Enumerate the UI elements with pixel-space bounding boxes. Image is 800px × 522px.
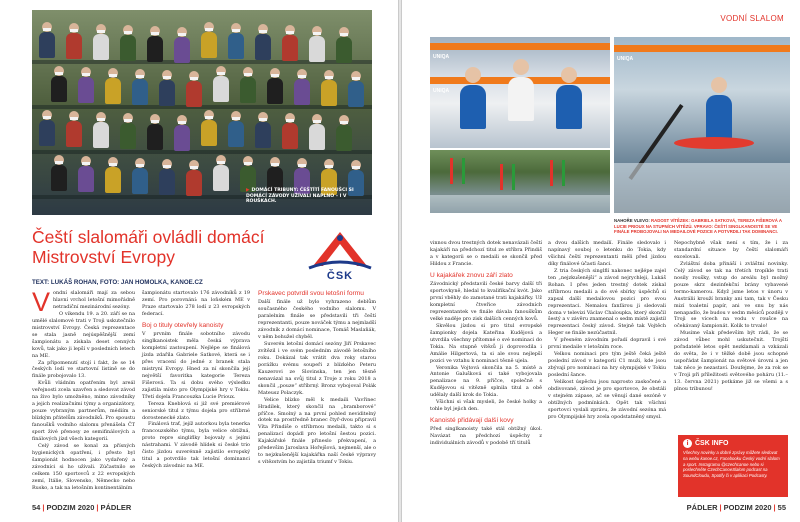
- subheading: Boj o tituly otevřely kanoisty: [142, 321, 224, 329]
- paragraph: O víkendu 19. a 20. září se na umělé slalomové trati v Troji uskutečnilo mistrovství Evropy. Česká reprezentace se stala jasně nejúspěšnější zemí šampionátu a získala deset cenných kovů, tak jako ji lepší v posledních letech na ME.: [32, 310, 135, 359]
- spectator-figure: [146, 26, 164, 66]
- spectator-figure: [173, 27, 191, 67]
- spectator-figure: [254, 24, 272, 64]
- paragraph: vinnou dvou trestných dotek nenavázali čeští kajakáři na předchozí titul ze stříbra Přindiš a v kategorii se o medaili se skončil před Hildou z Francie.: [430, 240, 542, 267]
- csk-logo: [305, 226, 375, 288]
- paragraph: Musíme však především být rádi, že se závod vůbec mohl uskutečnit. Trojští pořadatelé letos opět nezklamali a vzkázali do světa, že i v těžké době jsou schopné uspořádat šampionát na světové úrovni a jen tak něco je nezastaví. Doufejme, že za rok se v Troji při příležitosti světového poháru (11.–13. června 2021) potkáme již se všemi a s plnou tribunou!: [674, 330, 788, 393]
- spectator-figure: [347, 71, 365, 111]
- paragraph: Celý závod se konal za přísných hygienických opatření, i přesto byl šampionát hodnocen jako vydařený a závodníci si ho užívali. Zúčastnilo se celkem 150 sportovců z 22 evropských zemí, Itálie, Slovensko, Německo nebo Rusko, a tak na letošním kontinentálním: [32, 442, 135, 491]
- paragraph: Tereza Kneblová si již své premiérové seniorské titul z týmu dojela pro stříbrné dorostenecké zlato.: [142, 400, 250, 421]
- hero-caption: ▶ DOMÁCÍ TRIBUNY: ČEŠTÍTÍ FANOUŠCI SI DOMÁCÍ ZÁVODY UŽÍVALI NAPLNO – I V ROUŠKÁCH.: [246, 187, 354, 205]
- paragraph: Skvělou jízdou si pro titul evropské šampionky dojela Kateřina Kudějová a utvrdila všechny přítomné o své nominaci do Tokia. Na stupně vítězů ji doprovodila i Amálie Hilgertová, ta si ale svou nejlepší pozici ve vztahu k nominaci těsně ujela.: [430, 322, 542, 364]
- paddler-figure: [706, 77, 732, 139]
- article-title: Čeští slalomáři ovládli domácí Mistrovství Evropy: [32, 227, 265, 267]
- spectator-figure: [320, 70, 338, 110]
- page-footer: PÁDLER | PODZIM 2020 | 55: [686, 503, 786, 512]
- paragraph: Další finále už bylo vyhrazeno deblům současného českého vodního slalomu. V paralelním finále se představili tři čeští reprezentanti, pouze nováček týmu a nejmladší závodník z domácí nominace, Tomáš Maslaňák, v něm bohužel chyběl.: [258, 299, 376, 341]
- article-column-6: [674, 240, 788, 393]
- slalom-gate: [562, 160, 565, 186]
- article-column-4: [430, 240, 542, 447]
- spectator-figure: [119, 113, 137, 153]
- caption-marker-icon: ▶: [246, 187, 250, 193]
- paragraph: Veronika Vojtová skončila na 5. místě a Antonie Galušková si také vybojovala penalizace na 9. příčce, společně s Kudějovou si vítězně splnila titul a obě udělaly další krok do Tokia.: [430, 364, 542, 399]
- athlete-figure: [460, 67, 486, 129]
- paragraph: Velikost úspěchu jsou naprosto zaskočené a obdivované, závod je pro sportovce, že obstáli v stejném zápase, ač se věnují dané sezóně v obtížných podmínkách. Opět tak všichni sportovci vyslali zprávu, že závodní sezóna má pro Olympijské hry zcela opodstatněný smysl.: [548, 379, 666, 420]
- spectator-figure: [77, 67, 95, 107]
- subheading: Prskavec potvrdil svou letošní formu: [258, 290, 364, 297]
- magazine-brand: PÁDLER: [686, 503, 718, 512]
- spectator-figure: [92, 24, 110, 64]
- article-column-5: [548, 240, 666, 421]
- kayak-boat: [674, 137, 754, 149]
- spectator-figure: [212, 155, 230, 195]
- info-icon: i: [683, 439, 692, 448]
- spectator-figure: [266, 68, 284, 108]
- page-footer: 54 | PODZIM 2020 | PÁDLER: [32, 503, 132, 512]
- paragraph: Nepochybně však není s tím, že i za standardní situace by čeští slalomáři excelovali.: [674, 240, 788, 260]
- issue-label: PODZIM 2020: [723, 503, 772, 512]
- spectator-figure: [335, 27, 353, 67]
- photo-slalom-course: [430, 150, 610, 213]
- byline: TEXT: LUKÁŠ ROHAN, FOTO: JAN HOMOLKA, KANOE.CZ: [32, 279, 203, 286]
- spectator-figure: [281, 113, 299, 153]
- spectator-figure: [65, 23, 83, 63]
- paragraph: Před singlkanoisty také stál obtížný úkol. Navázat na předchozí úspěchy z individuálních závodů v podobě tří titulů: [430, 426, 542, 447]
- paragraph: Kvůli vládním opatřením byl areál veřejnosti zcela uzavřen a sledovat závod na živo bylo umožněno, mimo závodníky a jejich realizačními týmy a organizátory, pouze vybraným partnerům, médiím a blízkým přátelům závodníků. Pro spoustu fanoušků vodního slalomu přenášela ČT sport živé přenosy ze semifinálových a finálových jízd všech kategorií.: [32, 380, 135, 443]
- photo-caption: NAHOŘE VLEVO: RADOST VÍTĚZEK: GABRIELA SATKOVÁ, TEREZA FIŠEROVÁ A LUCIE PRIOUX NA STUPNÍCH VÍTĚZŮ. VPRAVO: ČEŠTÍ SINGLKANOISTÉ SE VE FINÁLE PROBOJOVALI NA MEDAILOVÉ POZICE A POTVRDILI TAK DOMINANCI.: [614, 218, 782, 235]
- spectator-figure: [50, 155, 68, 195]
- sponsor-banner: UNIQA: [614, 45, 790, 52]
- left-page: [0, 0, 398, 522]
- spectator-figure: [131, 69, 149, 109]
- spectator-figure: [77, 156, 95, 196]
- slalom-gate: [512, 164, 515, 190]
- right-page: [402, 0, 800, 522]
- slalom-gate: [462, 158, 465, 184]
- paragraph: Zvláštní doba přináší i zvláštní novinky. Celý závod se tak na třetích tropíkle trati nosily roušky, vstup do areálu byl možný pouze skrz dezinfekční brány vybavené termo-kamerou. Když jsme letos v únoru v Austrálii krouží branky ani tam, tak v Česku mizí toaletní papír, ani ve snu by nás nenapadlo, že budou v sedm měsíců později v Troji se vícech na vodu v roušce na očekávaný šampionát. Kolik to trvalo!: [674, 260, 788, 330]
- paragraph: V přesném závodním pořadí dopravil i své první medaile v letošním roce.: [548, 337, 666, 351]
- spectator-figure: [254, 112, 272, 152]
- hero-photo-spectators: [32, 10, 372, 215]
- issue-label: PODZIM 2020: [46, 503, 95, 512]
- paragraph: Za připomenutí stojí i fakt, že se 14 českých lodí ve startovní listině se do finále probojovalo 13.: [32, 359, 135, 380]
- spectator-figure: [227, 23, 245, 63]
- spectator-figure: [185, 160, 203, 200]
- paragraph: V prvním finále sobotního závodu singlkanoistek měla česká výprava kompletní zastoupení. Nejlépe se finálová jízda zdařila Gabriele Satkové, která se i přes vracení do jedné z branek stala mistryní Evropy. Hned za ní skončila její největší favoritka kategorie Tereza Fišerová. Ta si dobu svého výsledku zajistila místo pro Olympijské hry v Tokiu. Třetí dojela Francouzka Lucie Prioux.: [142, 331, 250, 400]
- csk-info-box: [678, 435, 788, 497]
- whitewater: [614, 163, 790, 213]
- spectator-figure: [158, 159, 176, 199]
- sponsor-banner: UNIQA: [430, 77, 610, 84]
- spectator-figure: [92, 112, 110, 152]
- paragraph: ondní slalomáři mají za sebou hlavní vrchol letošní mimořádně netradiční mezinárodní sezóny.: [53, 290, 135, 310]
- whitewater: [430, 195, 610, 213]
- slalom-gate: [450, 158, 453, 184]
- spectator-figure: [308, 114, 326, 154]
- paragraph: šampionátu startovalo 176 závodníků z 19 zemí. Pro porovnání: na loňském ME v Praze startovalo 278 lodí z 23 evropských federací.: [142, 290, 250, 317]
- athlete-figure: [508, 59, 534, 121]
- spectator-figure: [308, 26, 326, 66]
- spectator-figure: [185, 71, 203, 111]
- spectator-figure: [200, 110, 218, 150]
- paragraph: Z tria českých singlflí nakonec nejlépe zajel ten „nejzkušenější“ a závod nejrychleji, Lukáš Rohan. I přes jeden trestný dotek získal stříbrnou medaili a do své sbírky úspěchů si zapsal další medailovou pozici pro svou reprezentaci. Nemalou fanfárou ji sledovali doma v televizi Václav Chaloupka, který skončil šestý a v závěru znamenal o sedm místě zajistil reprezentaci český závod. Stejně tak Vojtěch Heger se finále nezúčastnil.: [548, 267, 666, 337]
- magazine-brand: PÁDLER: [100, 503, 132, 512]
- subheading: Kanoisté přidávají další kovy: [430, 417, 514, 425]
- spectator-figure: [173, 115, 191, 155]
- slalom-gate: [550, 160, 553, 186]
- slalom-gate: [500, 164, 503, 190]
- spectator-figure: [38, 22, 56, 62]
- sponsor-banner: UNIQA: [430, 43, 610, 50]
- spectator-figure: [104, 157, 122, 197]
- spectator-figure: [131, 158, 149, 198]
- article-column-1: [32, 287, 135, 492]
- csk-logo-mark-icon: [305, 226, 375, 272]
- paragraph: a dvou dalších medailí. Finále sledovalo i napínavý souboj o letenku do Tokia, kdy všichni čeští reprezentanti měli před jízdou díky finálové účasti šanci.: [548, 240, 666, 267]
- dropcap: V: [32, 287, 51, 317]
- paragraph: Velkou nominaci pro tým ještě čeká ještě poslední závod v kategorii C1 muži, kde jsou zbývají pro nominaci na hry olympijské v Tokiu poslední šance.: [548, 351, 666, 379]
- page-number: 55: [777, 503, 786, 512]
- athlete-figure: [556, 67, 582, 129]
- info-box-title: i ČSK INFO: [683, 439, 783, 448]
- spectator-figure: [158, 70, 176, 110]
- photo-kayaker: [614, 37, 790, 213]
- subheading: U kajakářek znovu září zlato: [430, 271, 513, 279]
- logo-text: ČSK: [326, 270, 354, 282]
- spectator-figure: [119, 25, 137, 65]
- spectator-figure: [212, 66, 230, 106]
- paragraph: Finálová trať, jejíž autorkou byla tenerka francouzského týmu, byla velice obtížná, proto repre singliflky bojovaly s jejími nástrahami. V závodě hlídek si české trio čisto jízdou suverénně zajistilo evropský titul a potvrdilo tak letošní dominanci českých závodnic na ME.: [142, 421, 250, 470]
- paragraph: Všichni si však mysleli, že české holky a tohle byl jejich den.: [430, 399, 542, 413]
- spectator-figure: [281, 25, 299, 65]
- paragraph: Velice blízko měl k medaili Vavřinec Hradilek, který skončil na „bramborové“ příčce. Smolný a na první pohled neviditelný dotek na prostředně branec čtyř-dvou připravil Víta Přindiše o stříbrnou medaili, takto si s penalizací dopádl pro letošní šestou pozici. Kajakářské finále přineslo překvapení, a především Jaroslava Hořejšová, nejmenší, ale o to nejzkušenější kajakářka naší české výpravy s vítězstvím ho zajistila triumf v Tokiu.: [258, 396, 376, 466]
- spectator-figure: [293, 69, 311, 109]
- spectator-figure: [65, 111, 83, 151]
- spectator-figure: [146, 114, 164, 154]
- spectator-figure: [104, 68, 122, 108]
- paragraph: Závodnický představili české barvy další tři sportovkyně, hledal to kvalifikační kvót. Jako první vběhly do zamotané trati kajakářky. Už kompletní čtveřice závodních reprezentantek ve finále dávala fanouškům velké naděje pro zisk dalších cenných kovů.: [430, 281, 542, 322]
- section-tag: VODNÍ SLALOM: [720, 14, 784, 23]
- spectator-figure: [227, 111, 245, 151]
- spectator-figure: [335, 115, 353, 155]
- page-number: 54: [32, 503, 41, 512]
- spectator-figure: [50, 66, 68, 106]
- paragraph: Suverén letošní domácí sezóny Jiří Prskavec zvítězil i ve svém posledním závodě letošního roku. Dokázal tak vrátit dva roky starou porážku svému soupeři z blízkého Peteru Kauzerovi ze Slovinska, ten jen těsně nenavázal na svůj titul z Troje z roku 2018 a skončil „pouze“ stříbrný. Bronz vybojoval Polák Mateusz Polaczyk.: [258, 340, 376, 396]
- spectator-figure: [38, 110, 56, 150]
- spectator-figure: [239, 67, 257, 107]
- photo-podium: [430, 37, 610, 148]
- spectator-figure: [200, 22, 218, 62]
- info-box-text: Všechny novinky a dobré zprávy můžete sledovat na webu kanoe.cz, Facebooku Český vodní slalom a sport. Instagramu @czechcanoe nebo si poslechněte CzechCanoeSlalom podcast na SoundCloudu, Spotify či v aplikaci Podcasty.: [683, 450, 780, 479]
- article-column-3: [258, 290, 376, 466]
- article-column-2: [142, 290, 250, 470]
